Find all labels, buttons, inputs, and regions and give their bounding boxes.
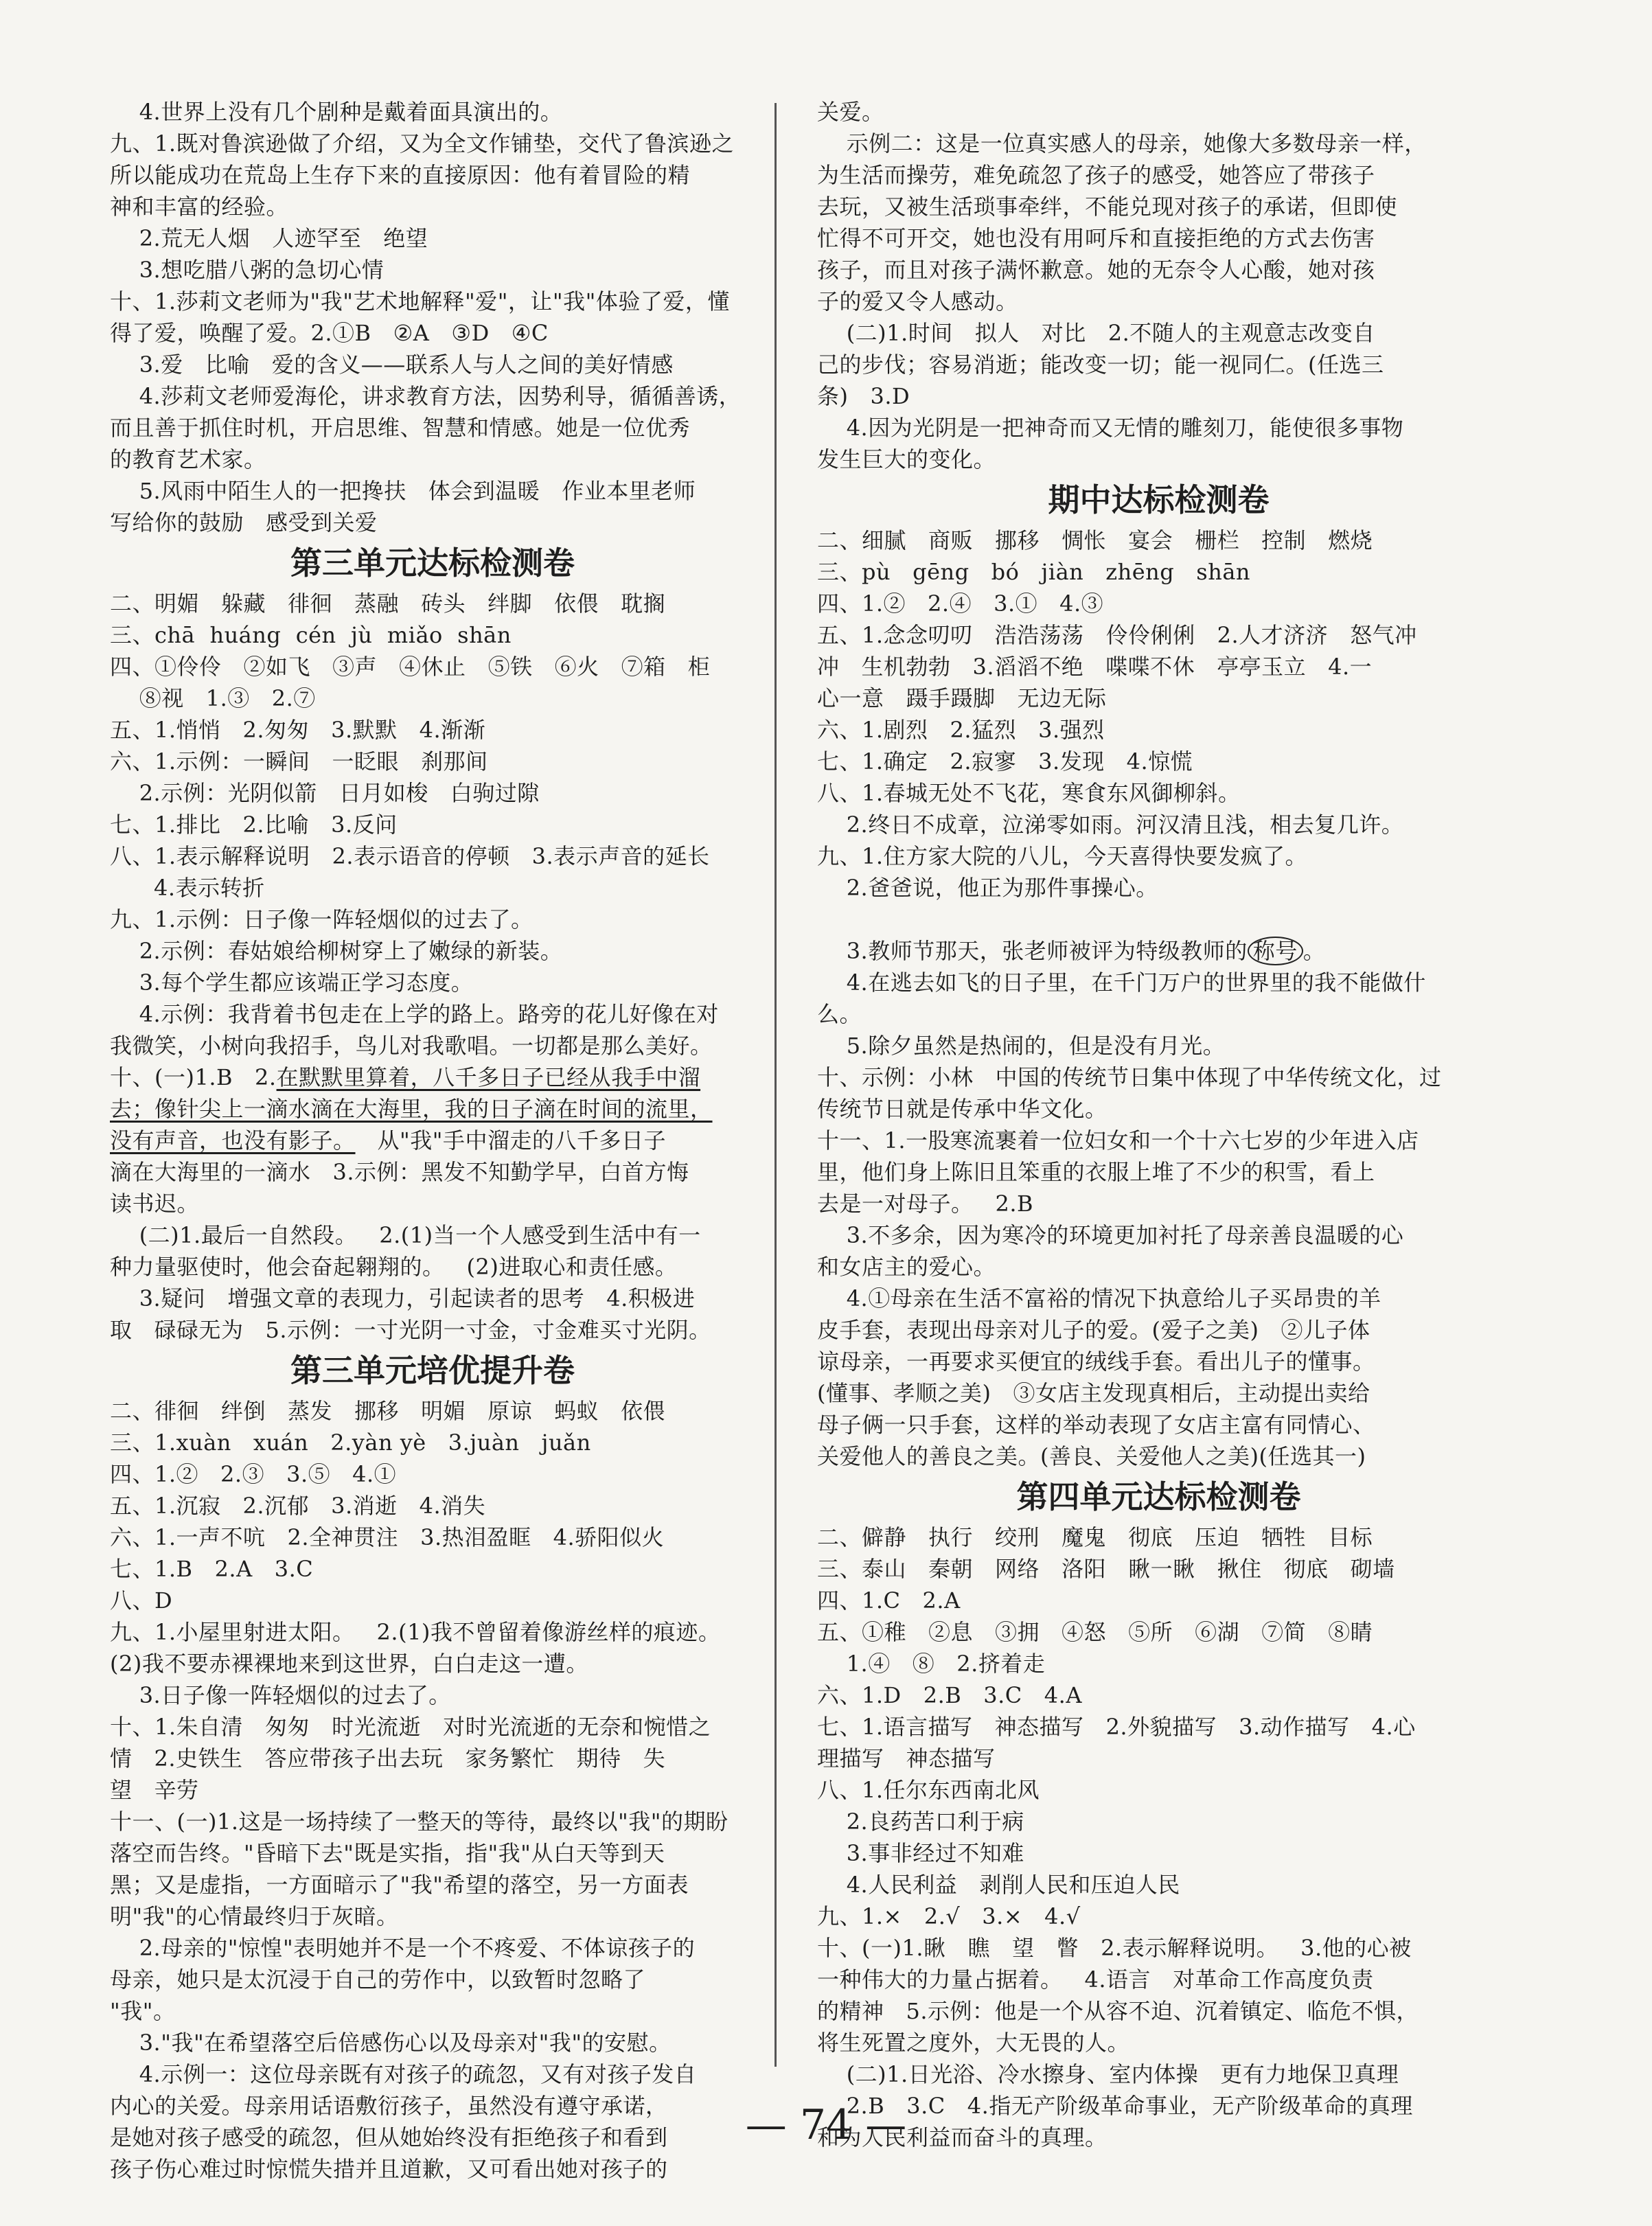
answer-line: 五、1.沉寂 2.沉郁 3.消逝 4.消失	[110, 1493, 486, 1519]
answer-text: 十、(一)1.B 2.	[110, 1064, 277, 1090]
answer-line: 二、明媚 躲藏 徘徊 蒸融 砖头 绊脚 依偎 耽搁	[110, 590, 666, 617]
answer-line: 取 碌碌无为 5.示例：一寸光阴一寸金，寸金难买寸光阴。	[110, 1317, 711, 1343]
handwritten-mark-area	[817, 904, 1500, 935]
answer-line: 关爱他人的善良之美。(善良、关爱他人之美)(任选其一)	[817, 1443, 1366, 1469]
answer-line: 4.莎莉文老师爱海伦，讲求教育方法，因势利导，循循善诱，	[110, 383, 742, 409]
answer-line: 所以能成功在荒岛上生存下来的直接原因：他有着冒险的精	[110, 162, 691, 188]
answer-line: 3.疑问 增强文章的表现力，引起读者的思考 4.积极进	[110, 1285, 696, 1311]
answer-line: "我"。	[110, 1998, 176, 2024]
answer-line: 4.因为光阴是一把神奇而又无情的雕刻刀，能使很多事物	[817, 415, 1404, 441]
left-column	[110, 96, 755, 2185]
answer-line: 我微笑，小树向我招手，鸟儿对我歌唱。一切都是那么美好。	[110, 1033, 713, 1059]
answer-line: 5.风雨中陌生人的一把搀扶 体会到温暖 作业本里老师	[110, 478, 696, 504]
answer-line: 十、1.朱自清 匆匆 时光流逝 对时光流逝的无奈和惋惜之	[110, 1714, 711, 1740]
answer-line: 2.荒无人烟 人迹罕至 绝望	[110, 225, 428, 251]
answer-line: ⑧视 1.③ 2.⑦	[110, 685, 316, 711]
answer-text: 3.教师节那天，张老师被评为特级教师的	[817, 938, 1248, 964]
answer-line: 传统节日就是传承中华文化。	[817, 1096, 1108, 1122]
answer-line: 六、1.剧烈 2.猛烈 3.强烈	[817, 717, 1105, 743]
answer-line: 十一、(一)1.这是一场持续了一整天的等待，最终以"我"的期盼	[110, 1809, 729, 1835]
column-divider	[775, 103, 777, 2067]
answer-line: 九、1.住方家大院的八儿，今天喜得快要发疯了。	[817, 843, 1308, 869]
answer-line: 心一意 蹑手蹑脚 无边无际	[817, 685, 1107, 711]
answer-line	[110, 1062, 755, 1093]
answer-line: 4.在逃去如飞的日子里，在千门万户的世界里的我不能做什	[817, 969, 1426, 996]
underlined-answer: 在默默里算着，八千多日子已经从我手中溜	[276, 1064, 701, 1090]
answer-line: 去是一对母子。 2.B	[817, 1191, 1034, 1217]
answer-line: 六、1.一声不吭 2.全神贯注 3.热泪盈眶 4.骄阳似火	[110, 1524, 665, 1550]
answer-line: 九、1.既对鲁滨逊做了介绍，又为全文作铺垫，交代了鲁滨逊之	[110, 130, 735, 157]
answer-line: 情 2.史铁生 答应带孩子出去玩 家务繁忙 期待 失	[110, 1745, 666, 1771]
answer-line: 皮手套，表现出母亲对儿子的爱。(爱子之美) ②儿子体	[817, 1317, 1370, 1343]
answer-line: 十一、1.一股寒流裹着一位妇女和一个十六七岁的少年进入店	[817, 1127, 1419, 1154]
answer-line: 2.良药苦口利于病	[817, 1809, 1024, 1835]
answer-line: 理描写 神态描写	[817, 1745, 996, 1771]
answer-line: 滴在大海里的一滴水 3.示例：黑发不知勤学早，白首方悔	[110, 1159, 689, 1185]
answer-line: 八、1.表示解释说明 2.表示语音的停顿 3.表示声音的延长	[110, 843, 710, 869]
page-number: — 74 —	[745, 2101, 907, 2149]
answer-line: 关爱。	[817, 99, 884, 125]
answer-line: 发生巨大的变化。	[817, 446, 996, 472]
answer-line: 七、1.语言描写 神态描写 2.外貌描写 3.动作描写 4.心	[817, 1714, 1416, 1740]
answer-line: 种力量驱使时，他会奋起翱翔的。 (2)进取心和责任感。	[110, 1254, 678, 1280]
section-heading: 第四单元达标检测卷	[1016, 1478, 1301, 1515]
answer-line: 三、chā huáng cén jù miǎo shān	[110, 622, 512, 648]
answer-line: (二)1.时间 拟人 对比 2.不随人的主观意志改变自	[817, 320, 1375, 346]
answer-line: 3.想吃腊八粥的急切心情	[110, 257, 385, 283]
answer-line: 么。	[817, 1001, 862, 1027]
answer-line	[110, 1093, 755, 1125]
answer-line: 3.不多余，因为寒冷的环境更加衬托了母亲善良温暖的心	[817, 1222, 1404, 1248]
answer-line: 九、1.× 2.√ 3.× 4.√	[817, 1903, 1081, 1929]
answer-line: 3.日子像一阵轻烟似的过去了。	[110, 1682, 451, 1708]
answer-line: 四、①伶伶 ②如飞 ③声 ④休止 ⑤铁 ⑥火 ⑦箱 柜	[110, 654, 711, 680]
answer-line: 三、1.xuàn xuán 2.yàn yè 3.juàn juǎn	[110, 1430, 591, 1456]
answer-line: 条) 3.D	[817, 383, 910, 409]
answer-line: 九、1.小屋里射进太阳。 2.(1)我不曾留着像游丝样的痕迹。	[110, 1619, 721, 1645]
answer-line: 将生死置之度外，大无畏的人。	[817, 2030, 1130, 2056]
answer-line	[110, 1125, 755, 1156]
answer-line: 一种伟大的力量占据着。 4.语言 对革命工作高度负责	[817, 1966, 1374, 1993]
answer-line: (二)1.日光浴、冷水擦身、室内体操 更有力地保卫真理	[817, 2061, 1399, 2087]
answer-line: 1.④ ⑧ 2.挤着走	[817, 1651, 1046, 1677]
answer-line: 己的步伐；容易消逝；能改变一切；能一视同仁。(任选三	[817, 352, 1384, 378]
answer-line: 八、1.任尔东西南北风	[817, 1777, 1040, 1803]
answer-line: 的精神 5.示例：他是一个从容不迫、沉着镇定、临危不惧，	[817, 1998, 1419, 2024]
answer-line: 母亲，她只是太沉浸于自己的劳作中，以致暂时忽略了	[110, 1966, 646, 1993]
answer-line: 4.表示转折	[110, 875, 265, 901]
answer-line: 而且善于抓住时机，开启思维、智慧和情感。她是一位优秀	[110, 415, 691, 441]
answer-line: 五、1.悄悄 2.匆匆 3.默默 4.渐渐	[110, 717, 486, 743]
answer-line: 落空而告终。"昏暗下去"既是实指，指"我"从白天等到天	[110, 1840, 665, 1866]
answer-line: 4.①母亲在生活不富裕的情况下执意给儿子买昂贵的羊	[817, 1285, 1381, 1311]
answer-line: 六、1.D 2.B 3.C 4.A	[817, 1682, 1082, 1708]
answer-line: 子的爱又令人感动。	[817, 288, 1018, 314]
answer-line: 谅母亲，一再要求买便宜的绒线手套。看出儿子的懂事。	[817, 1349, 1375, 1375]
answer-line: 内心的关爱。母亲用话语敷衍孩子，虽然没有遵守承诺，	[110, 2093, 668, 2119]
answer-line: 2.爸爸说，他正为那件事操心。	[817, 875, 1158, 901]
answer-line: 5.除夕虽然是热闹的，但是没有月光。	[817, 1033, 1226, 1059]
answer-line: 3.每个学生都应该端正学习态度。	[110, 969, 474, 996]
answer-line: 是她对孩子感受的疏忽，但从她始终没有拒绝孩子和看到	[110, 2124, 668, 2150]
answer-line: 二、徘徊 绊倒 蒸发 挪移 明媚 原谅 蚂蚁 依偎	[110, 1398, 666, 1424]
answer-line: 示例二：这是一位真实感人的母亲，她像大多数母亲一样，	[817, 130, 1427, 157]
answer-text: 。	[1303, 938, 1326, 964]
answer-line	[817, 935, 1500, 967]
answer-line: 五、①稚 ②息 ③拥 ④怒 ⑤所 ⑥湖 ⑦简 ⑧睛	[817, 1619, 1373, 1645]
answer-line: 3."我"在希望落空后倍感伤心以及母亲对"我"的安慰。	[110, 2030, 672, 2056]
answer-line: 2.终日不成章，泣涕零如雨。河汉清且浅，相去复几许。	[817, 812, 1404, 838]
answer-line: 3.爱 比喻 爱的含义——联系人与人之间的美好情感	[110, 352, 674, 378]
answer-line: 写给你的鼓励 感受到关爱	[110, 509, 378, 536]
answer-line: 孩子伤心难过时惊慌失措并且道歉，又可看出她对孩子的	[110, 2156, 668, 2182]
underlined-answer: 没有声音，也没有影子。	[110, 1127, 356, 1154]
answer-line: 六、1.示例：一瞬间 一眨眼 刹那间	[110, 748, 488, 774]
answer-line: 得了爱，唤醒了爱。2.①B ②A ③D ④C	[110, 320, 549, 346]
answer-line: 八、1.春城无处不飞花，寒食东风御柳斜。	[817, 780, 1241, 806]
answer-line: 4.世界上没有几个剧种是戴着面具演出的。	[110, 99, 563, 125]
answer-line: 十、(一)1.瞅 瞧 望 瞥 2.表示解释说明。 3.他的心被	[817, 1935, 1412, 1961]
answer-line: 2.母亲的"惊惶"表明她并不是一个不疼爱、不体谅孩子的	[110, 1935, 696, 1961]
answer-line: 的教育艺术家。	[110, 446, 266, 472]
answer-line: 七、1.B 2.A 3.C	[110, 1556, 314, 1582]
answer-line: 4.人民利益 剥削人民和压迫人民	[817, 1872, 1180, 1898]
answer-line: 孩子，而且对孩子满怀歉意。她的无奈令人心酸，她对孩	[817, 257, 1375, 283]
answer-line: 为生活而操劳，难免疏忽了孩子的感受，她答应了带孩子	[817, 162, 1375, 188]
answer-line: 母子俩一只手套，这样的举动表现了女店主富有同情心、	[817, 1412, 1375, 1438]
underlined-answer: 去；像针尖上一滴水滴在大海里，我的日子滴在时间的流里，	[110, 1096, 713, 1122]
answer-line: 八、D	[110, 1587, 173, 1614]
answer-line: 2.示例：春姑娘给柳树穿上了嫩绿的新装。	[110, 938, 563, 964]
answer-line: (2)我不要赤裸裸地来到这世界，白白走这一遭。	[110, 1651, 588, 1677]
answer-line: 忙得不可开交，她也没有用呵斥和直接拒绝的方式去伤害	[817, 225, 1375, 251]
section-heading: 第三单元培优提升卷	[290, 1352, 575, 1389]
answer-line: 五、1.念念叨叨 浩浩荡荡 伶伶俐俐 2.人才济济 怒气冲	[817, 622, 1417, 648]
answer-line: 读书迟。	[110, 1191, 200, 1217]
answer-line: 明"我"的心情最终归于灰暗。	[110, 1903, 399, 1929]
answer-line: 和为人民利益而奋斗的真理。	[817, 2124, 1108, 2150]
answer-line: 三、pù gēng bó jiàn zhēng shān	[817, 559, 1251, 585]
answer-line: 和女店主的爱心。	[817, 1254, 996, 1280]
right-column	[817, 96, 1500, 2153]
answer-line: 里，他们身上陈旧且笨重的衣服上堆了不少的积雪，看上	[817, 1159, 1375, 1185]
answer-line: 四、1.② 2.④ 3.① 4.③	[817, 590, 1104, 617]
answer-line: 4.示例：我背着书包走在上学的路上。路旁的花儿好像在对	[110, 1001, 719, 1027]
answer-line: (懂事、孝顺之美) ③女店主发现真相后，主动提出卖给	[817, 1380, 1370, 1406]
answer-line: 二、僻静 执行 绞刑 魔鬼 彻底 压迫 牺牲 目标	[817, 1524, 1373, 1550]
answer-line: 九、1.示例：日子像一阵轻烟似的过去了。	[110, 906, 534, 932]
answer-line: 去玩，又被生活琐事牵绊，不能兑现对孩子的承诺，但即使	[817, 194, 1398, 220]
answer-line: 冲 生机勃勃 3.滔滔不绝 喋喋不休 亭亭玉立 4.一	[817, 654, 1373, 680]
answer-line: 四、1.C 2.A	[817, 1587, 961, 1614]
section-heading: 第三单元达标检测卷	[290, 544, 575, 582]
answer-line: 三、泰山 秦朝 网络 洛阳 瞅一瞅 揪住 彻底 砌墙	[817, 1556, 1395, 1582]
answer-line: 黑；又是虚指，一方面暗示了"我"希望的落空，另一方面表	[110, 1872, 689, 1898]
answer-line: 十、1.莎莉文老师为"我"艺术地解释"爱"，让"我"体验了爱，懂	[110, 288, 730, 314]
answer-line: 2.B 3.C 4.指无产阶级革命事业，无产阶级革命的真理	[817, 2093, 1413, 2119]
answer-line: (二)1.最后一自然段。 2.(1)当一个人感受到生活中有一	[110, 1222, 701, 1248]
answer-text: 从"我"手中溜走的八千多日子	[355, 1127, 666, 1154]
section-heading: 期中达标检测卷	[1048, 481, 1270, 518]
circled-word: 称号	[1248, 937, 1303, 965]
answer-line: 2.示例：光阴似箭 日月如梭 白驹过隙	[110, 780, 540, 806]
answer-line: 3.事非经过不知难	[817, 1840, 1024, 1866]
answer-line: 望 辛劳	[110, 1777, 199, 1803]
answer-line: 四、1.② 2.③ 3.⑤ 4.①	[110, 1461, 397, 1487]
answer-line: 神和丰富的经验。	[110, 194, 289, 220]
answer-line: 七、1.排比 2.比喻 3.反问	[110, 812, 398, 838]
answer-line: 七、1.确定 2.寂寥 3.发现 4.惊慌	[817, 748, 1193, 774]
answer-line: 二、细腻 商贩 挪移 惆怅 宴会 栅栏 控制 燃烧	[817, 527, 1373, 553]
answer-line: 4.示例一：这位母亲既有对孩子的疏忽，又有对孩子发自	[110, 2061, 697, 2087]
answer-line: 十、示例：小林 中国的传统节日集中体现了中华传统文化，过	[817, 1064, 1442, 1090]
